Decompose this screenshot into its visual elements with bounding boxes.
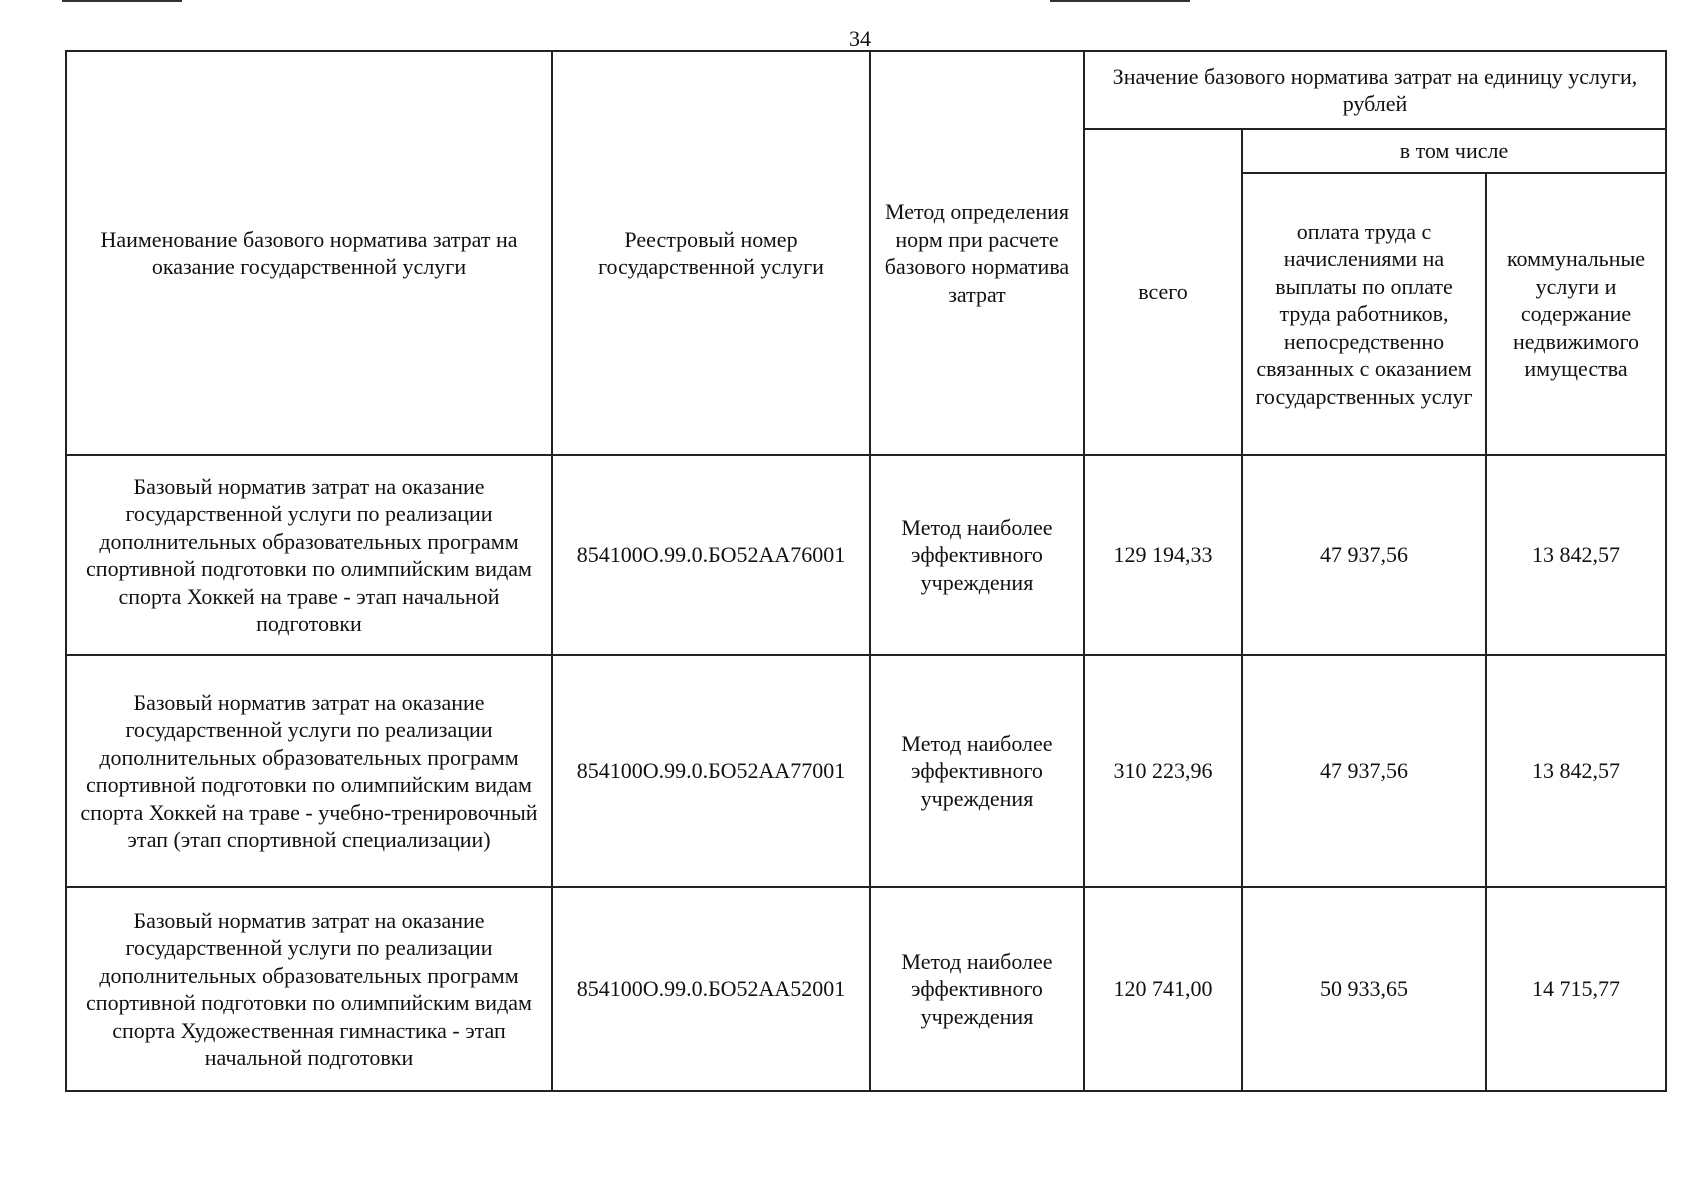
row-method: Метод наиболее эффективного учреждения xyxy=(870,887,1084,1091)
table-row xyxy=(66,887,1666,1091)
row-total: 310 223,96 xyxy=(1084,655,1242,887)
header-name: Наименование базового норматива затрат на оказание государственной услуги xyxy=(66,51,552,455)
header-total: всего xyxy=(1084,129,1242,455)
header-including: в том числе xyxy=(1242,129,1666,173)
table-row xyxy=(66,655,1666,887)
row-utilities: 13 842,57 xyxy=(1486,455,1666,655)
row-registry: 854100О.99.0.БО52АА76001 xyxy=(552,455,870,655)
row-utilities: 13 842,57 xyxy=(1486,655,1666,887)
header-value-group: Значение базового норматива затрат на единицу услуги, рублей xyxy=(1084,51,1666,129)
row-method: Метод наиболее эффективного учреждения xyxy=(870,655,1084,887)
row-name: Базовый норматив затрат на оказание государственной услуги по реализации дополнительных образовательных программ спортивной подготовки по олимпийским видам спорта Хоккей на траве - учебно-тренировочный этап (этап спортивной специализации) xyxy=(66,655,552,887)
row-labor: 47 937,56 xyxy=(1242,455,1486,655)
header-utilities: коммунальные услуги и содержание недвижимого имущества xyxy=(1486,173,1666,455)
cost-norms-table xyxy=(65,50,1667,1092)
header-row-1 xyxy=(66,51,1666,129)
row-registry: 854100О.99.0.БО52АА52001 xyxy=(552,887,870,1091)
row-method: Метод наиболее эффективного учреждения xyxy=(870,455,1084,655)
row-total: 120 741,00 xyxy=(1084,887,1242,1091)
header-labor: оплата труда с начислениями на выплаты по оплате труда работников, непосредственно связанных с оказанием государственных услуг xyxy=(1242,173,1486,455)
header-method: Метод определения норм при расчете базового норматива затрат xyxy=(870,51,1084,455)
header-registry: Реестровый номер государственной услуги xyxy=(552,51,870,455)
row-name: Базовый норматив затрат на оказание государственной услуги по реализации дополнительных образовательных программ спортивной подготовки по олимпийским видам спорта Художественная гимнастика - этап начальной подготовки xyxy=(66,887,552,1091)
row-registry: 854100О.99.0.БО52АА77001 xyxy=(552,655,870,887)
row-labor: 50 933,65 xyxy=(1242,887,1486,1091)
row-labor: 47 937,56 xyxy=(1242,655,1486,887)
top-edge-line-left xyxy=(62,0,182,2)
table-row xyxy=(66,455,1666,655)
row-total: 129 194,33 xyxy=(1084,455,1242,655)
row-utilities: 14 715,77 xyxy=(1486,887,1666,1091)
page-number: 34 xyxy=(849,26,871,51)
top-edge-line-right xyxy=(1050,0,1190,2)
row-name: Базовый норматив затрат на оказание государственной услуги по реализации дополнительных образовательных программ спортивной подготовки по олимпийским видам спорта Хоккей на траве - этап начальной подготовки xyxy=(66,455,552,655)
